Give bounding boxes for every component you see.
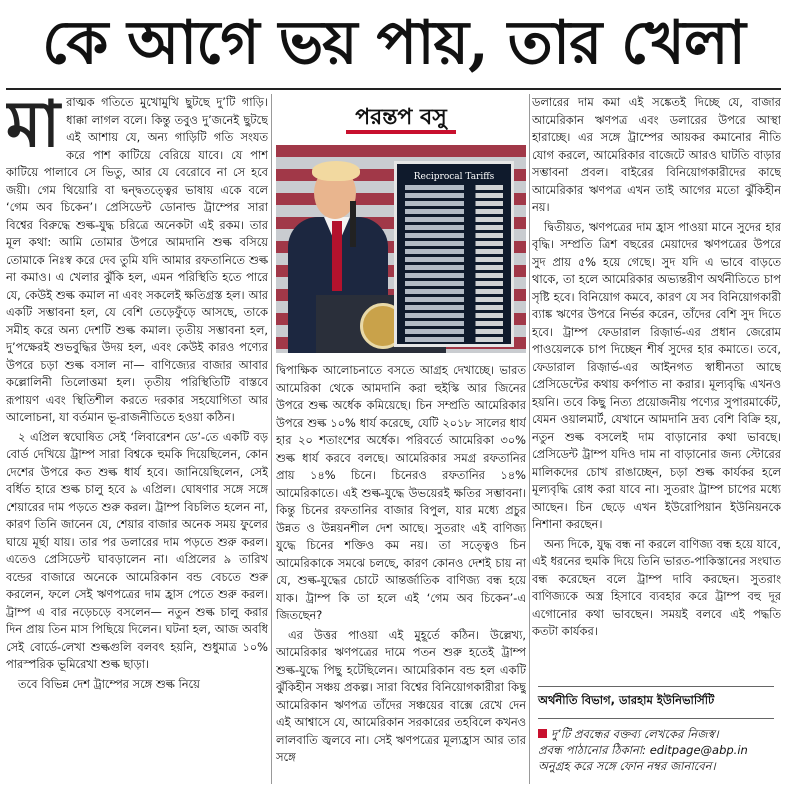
column-divider	[271, 94, 272, 784]
email-label: প্রবন্ধ পাঠানোর ঠিকানা:	[538, 743, 647, 757]
column-1	[6, 94, 268, 784]
paragraph: ২ এপ্রিল স্বঘোষিত সেই ‘লিবারেশন ডে’-তে একটি বড় বোর্ড দেখিয়ে ট্রাম্প সারা বিশ্বকে হুমকি দিয়েছিলেন, কোন দেশের উপরে কত শুল্ক ধার্য হবে। জানিয়েছিলেন, সেই বর্ধিত হারে শুল্ক চালু হবে ৯ এপ্রিল। ঘোষণার সঙ্গে সঙ্গে শেয়ারের দাম পড়তে শুরু করল। ট্রাম্প বিচলিত হলেন না, কারণ তিনি জানেন যে, শেয়ার বাজার অনেক সময় ফুলের ঘায়ে মূর্ছা যায়। তার পর ডলারের দাম পড়তে শুরু করল। এতেও প্রেসিডেন্ট ঘাবড়ালেন না। এপ্রিলের ৯ তারিখ বন্ডের বাজারে অনেকে আমেরিকান বন্ড বেচতে শুরু করলেন, ফলে সেই ঋণপত্রের দাম হ্রাস পেতে শুরু করল। ট্রাম্প এ বার নড়েচড়ে বসলেন— নতুন শুল্ক চালু করার দিন প্রায় তিন মাস পিছিয়ে দিলেন। ঘটনা হল, আজ অবধি সেই বোর্ডে-লেখা শুল্কগুলি বলবৎ হয়নি, শুধুমাত্র ১০% পারস্পরিক ভূমিরেখা শুল্ক ছাড়া।	[6, 429, 268, 671]
request-line: অনুগ্রহ করে সঙ্গে ফোন নম্বর জানাবেন।	[538, 759, 716, 773]
microphone-icon	[350, 201, 356, 247]
paragraph: তবে বিভিন্ন দেশ ট্রাম্পের সঙ্গে শুল্ক নিয়ে	[18, 676, 200, 691]
byline-accent-bar	[346, 130, 456, 134]
drop-cap: মা	[6, 94, 61, 162]
news-photo	[276, 145, 526, 353]
paragraph	[6, 94, 268, 427]
disclaimer-text: দু’টি প্রবন্ধের বক্তব্য লেখকের নিজস্ব।	[551, 727, 719, 741]
email-link[interactable]: editpage@abp.in	[649, 743, 748, 757]
tariff-board	[394, 161, 514, 347]
email-line	[538, 742, 778, 758]
paragraph: ডলারের দাম কমা এই সঙ্কেতই দিচ্ছে যে, বাজার আমেরিকান ঋণপত্র এবং ডলারের উপরে আস্থা হারাচ্ছে। এর সঙ্গে ট্রাম্পের আয়কর কমানোর নীতি যোগ করলে, আমেরিকার বাজেটে আরও ঘাটতি বাড়ার সম্ভাবনা প্রবল। বাইরের বিনিয়োগকারীদের কাছে আমেরিকার ঋণপত্র এখন তাই আগের মতো ঝুঁকিহীন নয়।	[532, 95, 781, 214]
red-square-icon	[538, 729, 547, 738]
paragraph: দ্বিপাক্ষিক আলোচনাতে বসতে আগ্রহ দেখাচ্ছে। ভারত আমেরিকা থেকে আমদানি করা হুইস্কি আর জিনের উপরে শুল্ক অর্ধেক কমিয়েছে। চিন সম্প্রতি আমেরিকার উপরে শুল্ক ১০% ধার্য করেছে, যেটি ২০১৮ সালের ধার্য হার ২০ শতাংশের অর্ধেক। পরিবর্তে আমেরিকা ৩০% শুল্ক ধার্য করবে বলছে। আমেরিকার সমগ্র রফতানির প্রায় ১৪% চিনে। চিনেরও রফতানির ১৪% আমেরিকাতে। এই শুল্ক-যুদ্ধে উভয়েরই ক্ষতির সম্ভাবনা। কিন্তু চিনের রফতানির বাজার বিপুল, যার মধ্যে প্রচুর উন্নত ও উন্নয়নশীল দেশ আছে। সুতরাং এই বাণিজ্য যুদ্ধে চিনের শক্তিও কম নয়। তা সত্ত্বেও চিন আমেরিকাকে সমঝে চলছে, কারণ কোনও দেশই চায় না যে, শুল্ক-যুদ্ধের চোটে আন্তর্জাতিক বাণিজ্য বন্ধ হয়ে যাক। ট্রাম্প কি তা হলে এই ‘গেম অব চিকেন’-এ জিতছেন?	[276, 363, 526, 622]
column-divider	[529, 94, 530, 784]
author-affiliation: অর্থনীতি বিভাগ, ডারহাম ইউনিভার্সিটি	[538, 693, 715, 707]
disclaimer-line	[538, 726, 778, 742]
column-2	[276, 362, 526, 784]
paragraph-text: রাত্মক গতিতে মুখোমুখি ছুটছে দু’টি গাড়ি। ধাক্কা লাগল বলে। কিন্তু তবুও দু’জনেই ছুটছে এই আশায় যে, অন্য গাড়িটি গতি সংযত করে পাশ কাটিয়ে বেরিয়ে যাবে। যে পাশ কাটিয়ে পালাবে সে ভিতু, আর যে বেরোবে না সে হবে জয়ী। গেম থিয়োরি বা দ্বন্দ্বতত্ত্বের ভাষায় একে বলে ‘গেম অব চিকেন’। প্রেসিডেন্ট ডোনাল্ড ট্রাম্পের সারা বিশ্বের বিরুদ্ধে শুল্ক-যুদ্ধ চরিত্রে অনেকটা এই রকম। তার মূল কথা: আমি তোমার উপরে আমদানি শুল্ক বসিয়ে তোমাকে নিঃস্ব করে দেব তুমি যদি আমার রফতানিতে শুল্ক না কমাও। এ খেলার ঝুঁকি হল, এমন পরিস্থিতি হতে পারে যে, কেউই শুল্ক কমাল না এবং সকলেই ক্ষতিগ্রস্ত হল। আর একটি সম্ভাবনা হল, যে বেশি তেড়েফুঁড়ে আসছে, তাকে সমীহ করে অন্য দেশটি শুল্ক কমাল। তৃতীয় সম্ভাবনা হল, দু’পক্ষেরই শুভবুদ্ধির উদয় হল, এবং কেউই কারও পণ্যের উপরে চড়া শুল্ক বসাল না— বাণিজ্যের বাজার আবার কল্লোলিনী তিলোত্তমা হল। তৃতীয় পরিস্থিতিটি বাস্তবে রূপায়ণ এবং স্থিতিশীল করতে দরকার সহযোগিতা আর আলোচনা, যা বর্তমান ভূ-রাজনীতিতে হওয়া কঠিন।	[6, 95, 268, 424]
byline-box	[276, 94, 526, 140]
person-tie	[332, 221, 342, 291]
footer-notes	[538, 726, 778, 774]
column-3	[532, 94, 781, 682]
paragraph: এর উত্তর পাওয়া এই মুহূর্তে কঠিন। উল্লেখ্য, আমেরিকার ঋণপত্রের দামে পতন শুরু হতেই ট্রাম্প শুল্ক-যুদ্ধে পিছু হটেছিলেন। আমেরিকান বন্ড হল একটি ঝুঁকিহীন সঞ্চয় প্রকল্প। সারা বিশ্বের বিনিয়োগকারীরা কিছু আমেরিকান ঋণপত্র তাঁদের সঞ্চয়ের বাক্সে রেখে দেন এই আশ্বাসে যে, আমেরিকান সরকারের তহবিলে কখনও লালবাতি জ্বলবে না। সেই ঋণপত্রের মূল্যহ্রাস আর তার সঙ্গে	[276, 627, 526, 764]
footer-separator	[538, 718, 774, 719]
headline: কে আগে ভয় পায়, তার খেলা	[42, 8, 745, 78]
tariff-board-title: Reciprocal Tariffs	[413, 172, 495, 182]
footer-separator	[538, 686, 774, 687]
paragraph: অন্য দিকে, যুদ্ধ বন্ধ না করলে বাণিজ্য বন্ধ হয়ে যাবে, এই ধরনের হুমকি দিয়ে তিনি ভারত-পাকিস্তানের সংঘাত বন্ধ করেছেন বলে ট্রাম্প দাবি করছেন। সুতরাং বাণিজ্যকে অস্ত্র হিসাবে ব্যবহার করে ট্রাম্প বহু দূর এগোনোর কথা ভাবছেন। সময়ই বলবে এই পদ্ধতি কতটা কার্যকর।	[532, 536, 781, 638]
byline: পরন্তপ বসু	[355, 105, 447, 130]
headline-rule	[6, 88, 781, 90]
paragraph: দ্বিতীয়ত, ঋণপত্রের দাম হ্রাস পাওয়া মানে সুদের হার বৃদ্ধি। সম্প্রতি ত্রিশ বছরের মেয়াদের ঋণপত্রের উপরে সুদ প্রায় ৫% হয়ে গেছে। সুদ যদি এ ভাবে বাড়তে থাকে, তা হলে আমেরিকার অভ্যন্তরীণ অর্থনীতিতে চাপ সৃষ্টি হবে। বিনিয়োগ কমবে, কারণ যে সব বিনিয়োগকারী ব্যাঙ্ক ঋণের উপরে নির্ভর করেন, তাঁদের বেশি সুদ দিতে হবে। ট্রাম্প ফেডারাল রিজ়ার্ভ-এর প্রধান জেরোম পাওয়েলকে চাপ দিচ্ছেন শীর্ষ সুদের হার কমাতে। তবে, ফেডারাল রিজ়ার্ভ-এর আইনগত স্বাধীনতা আছে প্রেসিডেন্টের কথায় কর্ণপাত না করার। মূল্যবৃদ্ধি এখনও হয়নি। তবে কিছু নিত্য প্রয়োজনীয় পণ্যের সুপারমার্কেট, যেমন ওয়ালমার্ট, যেখানে আমদানি দ্রব্য বেশি বিক্রি হয়, নতুন শুল্ক বসলেই দাম বাড়ানোর কথা ভাবছে। প্রেসিডেন্ট ট্রাম্প যদিও দাম না বাড়ানোর জন্য স্টোরের মালিকদের চোখ রাঙাচ্ছেন, চড়া শুল্ক কার্যকর হলে মূল্যবৃদ্ধি রোধ করা যাবে না। সুতরাং ট্রাম্প চাপের মধ্যে আছেন। চিন ছেড়ে এখন ইউরোপিয়ান ইউনিয়নকে নিশানা করছেন।	[532, 219, 781, 531]
person-hair	[312, 161, 360, 181]
